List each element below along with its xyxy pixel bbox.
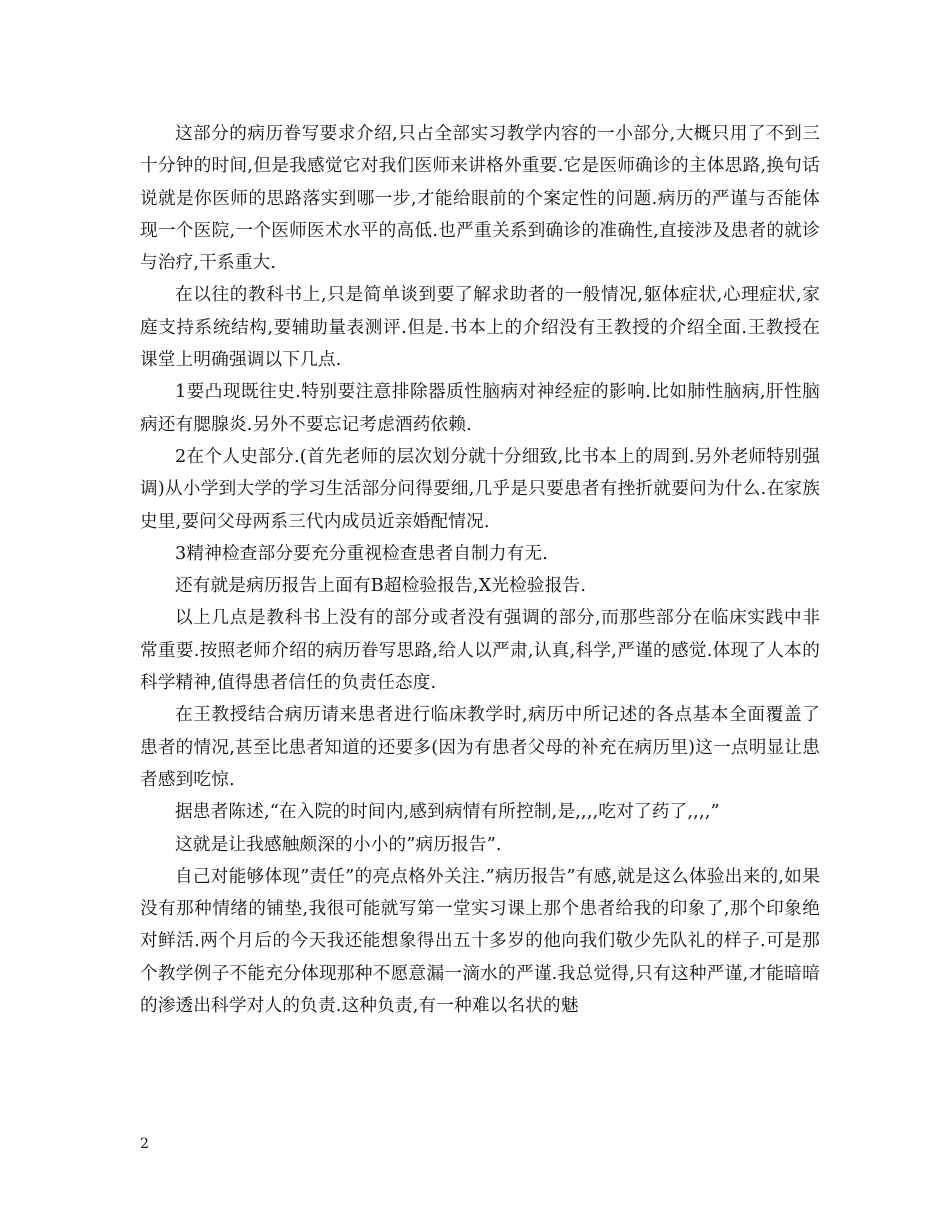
paragraph-teaching-session: 在王教授结合病历请来患者进行临床教学时,病历中所记述的各点基本全面覆盖了患者的情况,甚至比患者知道的还要多(因为有患者父母的补充在病历里)这一点明显让患者感到吃惊. — [140, 705, 820, 790]
paragraph-clinical-importance: 以上几点是教科书上没有的部分或者没有强调的部分,而那些部分在临床实践中非常重要.按照老师介绍的病历眷写思路,给人以严肃,认真,科学,严谨的感觉.体现了人本的科学精神,值得患者信任的负责任态度. — [140, 608, 820, 694]
paragraph-point-3-mental-exam: 3精神检查部分要充分重视检查患者自制力有无. — [175, 543, 549, 564]
paragraph-responsibility: 自己对能够体现”责任”的亮点格外关注.”病历报告”有感,就是这么体验出来的,如果没有那种情绪的铺垫,我很可能就写第一堂实习课上那个患者给我的印象了,那个印象绝对鲜活.两个月后的今天我还能想象得出五十多岁的他向我们敬少先队礼的样子.可是那个教学例子不能充分体现那种不愿意漏一滴水的严谨.我总觉得,只有这种严谨,才能暗暗的渗透出科学对人的负责.这种负责,有一种难以名状的魅 — [140, 866, 820, 1017]
paragraph-point-2-personal-history: 2在个人史部分.(首先老师的层次划分就十分细致,比书本上的周到.另外老师特别强调)从小学到大学的学习生活部分问得要细,几乎是只要患者有挫折就要问为什么.在家族史里,要问父母两系三代内成员近亲婚配情况. — [140, 446, 820, 532]
paragraph-reflection: 这就是让我感触颇深的小小的”病历报告”. — [175, 834, 502, 855]
paragraph-patient-statement: 据患者陈述,“在入院的时间内,感到病情有所控制,是,,,,吃对了药了,,,,” — [175, 802, 720, 823]
paragraph-case-record-importance: 这部分的病历眷写要求介绍,只占全部实习教学内容的一小部分,大概只用了不到三十分钟的时间,但是我感觉它对我们医师来讲格外重要.它是医师确诊的主体思路,换句话说就是你医师的思路落实到哪一步,才能给眼前的个案定性的问题.病历的严谨与否能体现一个医院,一个医师医术水平的高低.也严重关系到确诊的准确性,直接涉及患者的就诊与治疗,干系重大. — [140, 124, 820, 274]
paragraph-textbook-comparison: 在以往的教科书上,只是简单谈到要了解求助者的一般情况,躯体症状,心理症状,家庭支持系统结构,要辅助量表测评.但是.书本上的介绍没有王教授的介绍全面.王教授在课堂上明确强调以下几点. — [140, 285, 820, 371]
document-body — [140, 118, 820, 1022]
paragraph-point-1-past-history: 1要凸现既往史.特别要注意排除器质性脑病对神经症的影响.比如肺性脑病,肝性脑病还有腮腺炎.另外不要忘记考虑酒药依赖. — [140, 382, 820, 435]
paragraph-test-reports: 还有就是病历报告上面有B超检验报告,X光检验报告. — [175, 576, 587, 597]
page-number: 2 — [140, 1136, 149, 1152]
